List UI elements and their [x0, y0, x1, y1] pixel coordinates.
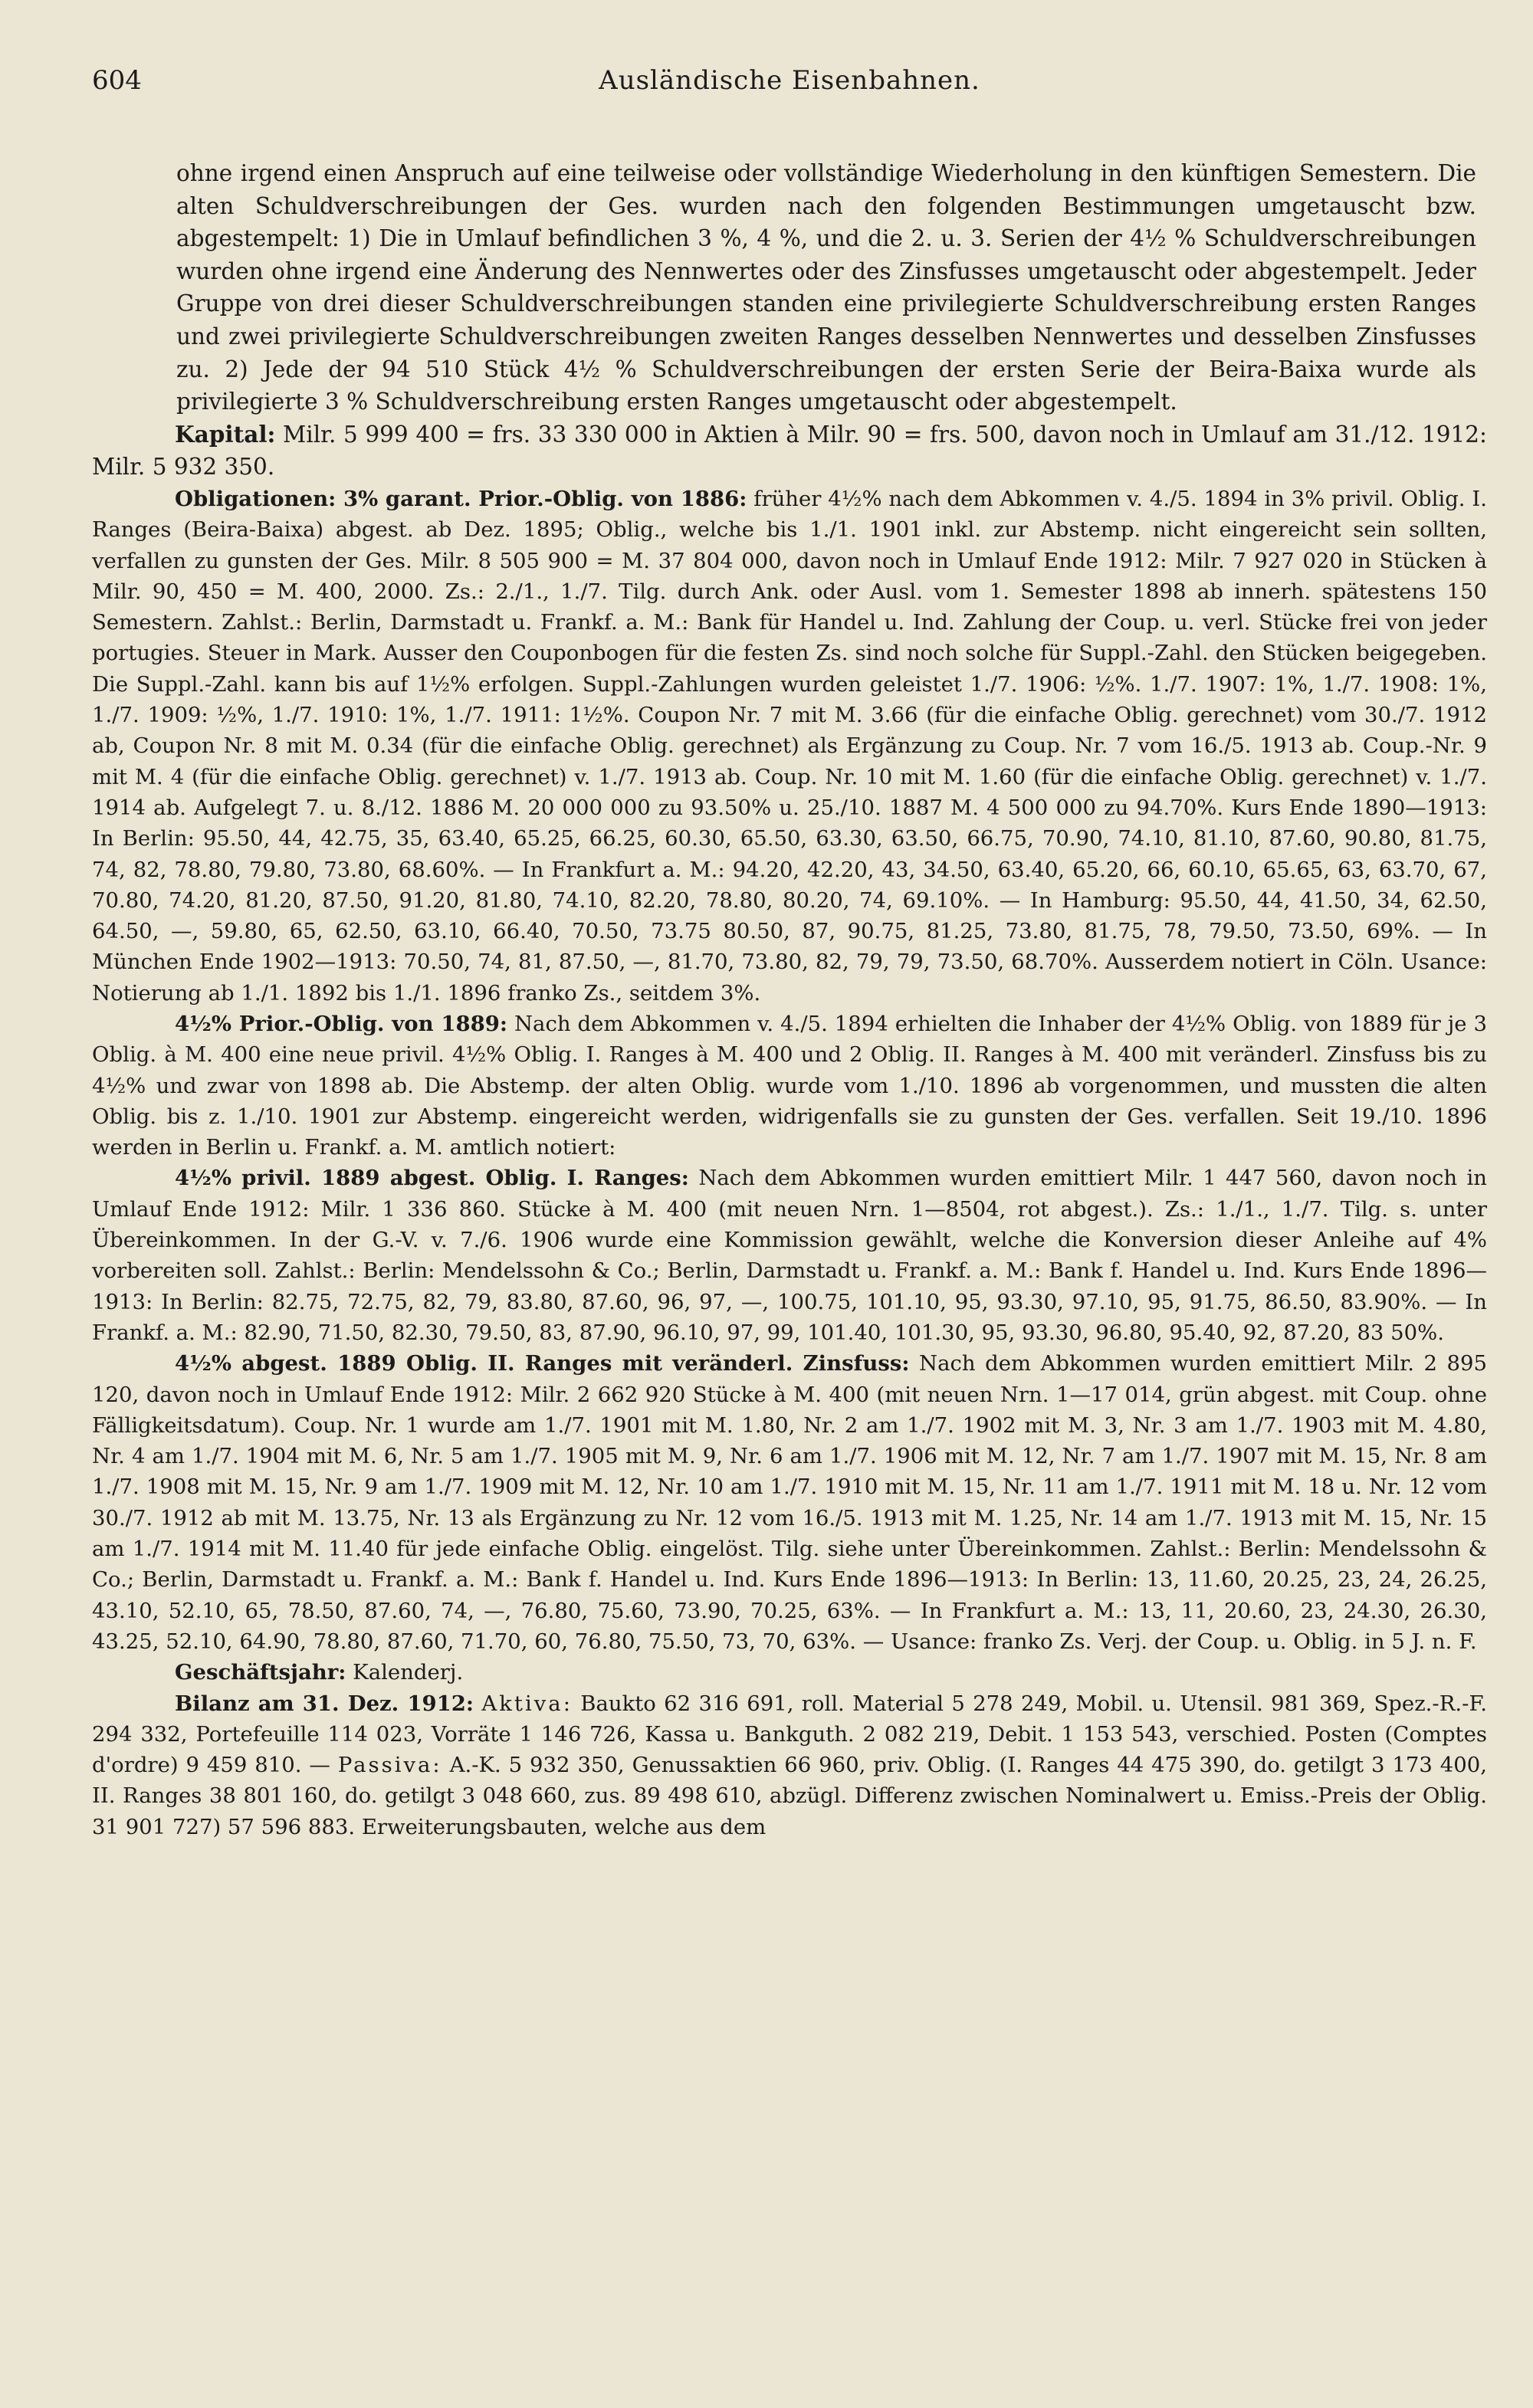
paragraph-prior-oblig-1889: 4½% Prior.-Oblig. von 1889: Nach dem Abkommen v. 4./5. 1894 erhielten die Inhaber der 4½% Oblig. von 1889 für je 3 Oblig. à M. 400 eine neue privil. 4½% Oblig. I. Ranges à M. 400 und 2 Oblig. II. Ranges à M. 400 mit veränderl. Zinsfuss bis zu 4½% und zwar von 1898 ab. Die Abstemp. der alten Oblig. wurde vom 1./10. 1896 ab vorgenommen, und mussten die alten Oblig. bis z. 1./10. 1901 zur Abstemp. eingereicht werden, widrigenfalls sie zu gunsten der Ges. verfallen. Seit 19./10. 1896 werden in Berlin u. Frankf. a. M. amtlich notiert: [92, 1011, 1487, 1160]
paragraph-geschaeftsjahr: Geschäftsjahr: Kalenderj. [175, 1660, 464, 1685]
abgest-1889-ranges-2-heading: 4½% abgest. 1889 Oblig. II. Ranges mit veränderl. Zinsfuss: [175, 1351, 910, 1376]
paragraph-continuation: ohne irgend einen Anspruch auf eine teilweise oder vollständige Wiederholung in den künftigen Semestern. Die alten Schuldverschreibungen der Ges. wurden nach den folgenden Bestimmungen umgetauscht bzw. abgestempelt: 1) Die in Umlauf befindlichen 3 %, 4 %, und die 2. u. 3. Serien der 4½ % Schuldverschreibungen wurden ohne irgend eine Änderung des Nennwertes oder des Zinsfusses umgetauscht oder abgestempelt. Jeder Gruppe von drei dieser Schuldverschreibungen standen eine privilegierte Schuldverschreibung ersten Ranges und zwei privilegierte Schuldverschreibungen zweiten Ranges desselben Nennwertes und desselben Zinsfusses zu. 2) Jede der 94 510 Stück 4½ % Schuldverschreibungen der ersten Serie der Beira-Baixa wurde als privilegierte 3 % Schuldverschreibung ersten Ranges umgetauscht oder abgestempelt. [176, 160, 1476, 415]
paragraph-privil-1889-ranges-1: 4½% privil. 1889 abgest. Oblig. I. Ranges: Nach dem Abkommen wurden emittiert Milr. 1 447 560, davon noch in Umlauf Ende 1912: Milr. 1 336 860. Stücke à M. 400 (mit neuen Nrn. 1—8504, rot abgest.). Zs.: 1./1., 1./7. Tilg. s. unter Übereinkommen. In der G.-V. v. 7./6. 1906 wurde eine Kommission gewählt, welche die Konversion dieser Anleihe auf 4% vorbereiten soll. Zahlst.: Berlin: Mendelssohn & Co.; Berlin, Darmstadt u. Frankf. a. M.: Bank f. Handel u. Ind. Kurs Ende 1896—1913: In Berlin: 82.75, 72.75, 82, 79, 83.80, 87.60, 96, 97, —, 100.75, 101.10, 95, 93.30, 97.10, 95, 91.75, 86.50, 83.90%. — In Frankf. a. M.: 82.90, 71.50, 82.30, 79.50, 83, 87.90, 96.10, 97, 99, 101.40, 101.30, 95, 93.30, 96.80, 95.40, 92, 87.20, 83 50%. [92, 1166, 1488, 1345]
running-title: Ausländische Eisenbahnen. [599, 65, 980, 96]
passiva-label: Passiva: [337, 1753, 442, 1778]
aktiva-label: Aktiva: [481, 1691, 573, 1716]
privil-1889-ranges-1-heading: 4½% privil. 1889 abgest. Oblig. I. Ranges: [175, 1166, 689, 1191]
geschaeftsjahr-heading: Geschäftsjahr: [175, 1660, 346, 1685]
bilanz-heading: Bilanz am 31. Dez. 1912: [175, 1691, 474, 1716]
document-body [92, 157, 1487, 1842]
prior-oblig-1889-heading: 4½% Prior.-Oblig. von 1889: [175, 1011, 508, 1036]
paragraph-abgest-1889-ranges-2: 4½% abgest. 1889 Oblig. II. Ranges mit veränderl. Zinsfuss: Nach dem Abkommen wurden emittiert Milr. 2 895 120, davon noch in Umlauf Ende 1912: Milr. 2 662 920 Stücke à M. 400 (mit neuen Nrn. 1—17 014, grün abgest. mit Coup. ohne Fälligkeitsdatum). Coup. Nr. 1 wurde am 1./7. 1901 mit M. 1.80, Nr. 2 am 1./7. 1902 mit M. 3, Nr. 3 am 1./7. 1903 mit M. 4.80, Nr. 4 am 1./7. 1904 mit M. 6, Nr. 5 am 1./7. 1905 mit M. 9, Nr. 6 am 1./7. 1906 mit M. 12, Nr. 7 am 1./7. 1907 mit M. 15, Nr. 8 am 1./7. 1908 mit M. 15, Nr. 9 am 1./7. 1909 mit M. 12, Nr. 10 am 1./7. 1910 mit M. 15, Nr. 11 am 1./7. 1911 mit M. 18 u. Nr. 12 vom 30./7. 1912 ab mit M. 13.75, Nr. 13 als Ergänzung zu Nr. 12 vom 16./5. 1913 mit M. 1.25, Nr. 14 am 1./7. 1913 mit M. 15, Nr. 15 am 1./7. 1914 mit M. 11.40 für jede einfache Oblig. eingelöst. Tilg. siehe unter Übereinkommen. Zahlst.: Berlin: Mendelssohn & Co.; Berlin, Darmstadt u. Frankf. a. M.: Bank f. Handel u. Ind. Kurs Ende 1896—1913: In Berlin: 13, 11.60, 20.25, 23, 24, 26.25, 43.10, 52.10, 65, 78.50, 87.60, 74, —, 76.80, 75.60, 73.90, 70.25, 63%. — In Frankfurt a. M.: 13, 11, 20.60, 23, 24.30, 26.30, 43.25, 52.10, 64.90, 78.80, 87.60, 71.70, 60, 76.80, 75.50, 73, 70, 63%. — Usance: franko Zs. Verj. der Coup. u. Oblig. in 5 J. n. F. [92, 1351, 1487, 1654]
page-header [92, 65, 1487, 96]
paragraph-bilanz: Bilanz am 31. Dez. 1912: Aktiva: Baukto 62 316 691, roll. Material 5 278 249, Mobil. u. Utensil. 981 369, Spez.-R.-F. 294 332, Portefeuille 114 023, Vorräte 1 146 726, Kassa u. Bankguth. 2 082 219, Debit. 1 153 543, verschied. Posten (Comptes d'ordre) 9 459 810. — Passiva: A.-K. 5 932 350, Genussaktien 66 960, priv. Oblig. (I. Ranges 44 475 390, do. getilgt 3 173 400, II. Ranges 38 801 160, do. getilgt 3 048 660, zus. 89 498 610, abzügl. Differenz zwischen Nominalwert u. Emiss.-Preis der Oblig. 31 901 727) 57 596 883. Erweiterungsbauten, welche aus dem [92, 1691, 1488, 1839]
paragraph-kapital: Kapital: Milr. 5 999 400 = frs. 33 330 000 in Aktien à Milr. 90 = frs. 500, davon noch in Umlauf am 31./12. 1912: Milr. 5 932 350. [92, 420, 1487, 481]
kapital-heading: Kapital: [175, 420, 276, 448]
paragraph-obligationen-1886: Obligationen: 3% garant. Prior.-Oblig. von 1886: früher 4½% nach dem Abkommen v. 4./5. 1894 in 3% privil. Oblig. I. Ranges (Beira-Baixa) abgest. ab Dez. 1895; Oblig., welche bis 1./1. 1901 inkl. zur Abstemp. nicht eingereicht sein sollten, verfallen zu gunsten der Ges. Milr. 8 505 900 = M. 37 804 000, davon noch in Umlauf Ende 1912: Milr. 7 927 020 in Stücken à Milr. 90, 450 = M. 400, 2000. Zs.: 2./1., 1./7. Tilg. durch Ank. oder Ausl. vom 1. Semester 1898 ab innerh. spätestens 150 Semestern. Zahlst.: Berlin, Darmstadt u. Frankf. a. M.: Bank für Handel u. Ind. Zahlung der Coup. u. verl. Stücke frei von jeder portugies. Steuer in Mark. Ausser den Couponbogen für die festen Zs. sind noch solche für Suppl.-Zahl. den Stücken beigegeben. Die Suppl.-Zahl. kann bis auf 1½% erfolgen. Suppl.-Zahlungen wurden geleistet 1./7. 1906: ½%. 1./7. 1907: 1%, 1./7. 1908: 1%, 1./7. 1909: ½%, 1./7. 1910: 1%, 1./7. 1911: 1½%. Coupon Nr. 7 mit M. 3.66 (für die einfache Oblig. gerechnet) vom 30./7. 1912 ab, Coupon Nr. 8 mit M. 0.34 (für die einfache Oblig. gerechnet) als Ergänzung zu Coup. Nr. 7 vom 16./5. 1913 ab. Coup.-Nr. 9 mit M. 4 (für die einfache Oblig. gerechnet) v. 1./7. 1913 ab. Coup. Nr. 10 mit M. 1.60 (für die einfache Oblig. gerechnet) v. 1./7. 1914 ab. Aufgelegt 7. u. 8./12. 1886 M. 20 000 000 zu 93.50% u. 25./10. 1887 M. 4 500 000 zu 94.70%. Kurs Ende 1890—1913: In Berlin: 95.50, 44, 42.75, 35, 63.40, 65.25, 66.25, 60.30, 65.50, 63.30, 63.50, 66.75, 70.90, 74.10, 81.10, 87.60, 90.80, 81.75, 74, 82, 78.80, 79.80, 73.80, 68.60%. — In Frankfurt a. M.: 94.20, 42.20, 43, 34.50, 63.40, 65.20, 66, 60.10, 65.65, 63, 63.70, 67, 70.80, 74.20, 81.20, 87.50, 91.20, 81.80, 74.10, 82.20, 78.80, 80.20, 74, 69.10%. — In Hamburg: 95.50, 44, 41.50, 34, 62.50, 64.50, —, 59.80, 65, 62.50, 63.10, 66.40, 70.50, 73.75 80.50, 87, 90.75, 81.25, 73.80, 81.75, 78, 79.50, 73.50, 69%. — In München Ende 1902—1913: 70.50, 74, 81, 87.50, —, 81.70, 73.80, 82, 79, 79, 73.50, 68.70%. Ausserdem notiert in Cöln. Usance: Notierung ab 1./1. 1892 bis 1./1. 1896 franko Zs., seitdem 3%. [92, 486, 1487, 1006]
page-number: 604 [92, 65, 142, 96]
obligationen-heading: Obligationen: 3% garant. Prior.-Oblig. von 1886: [175, 486, 747, 511]
